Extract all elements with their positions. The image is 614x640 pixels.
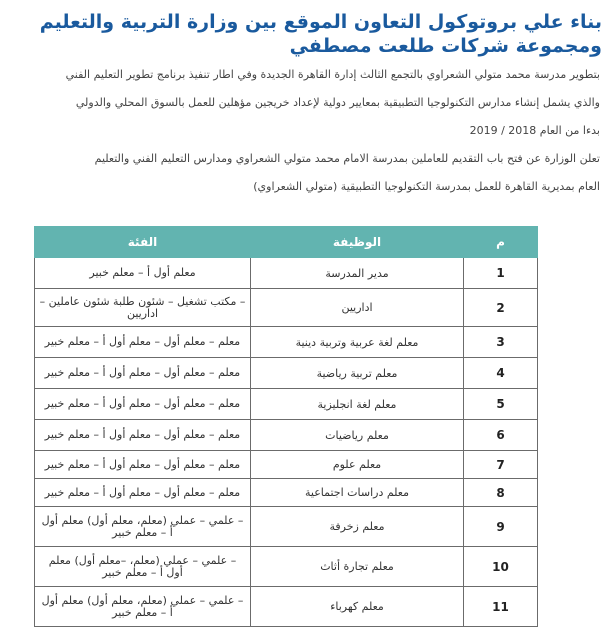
paragraph-line: بدءا من العام 2018 / 2019	[469, 124, 600, 137]
table-row	[35, 289, 538, 327]
row-num: 10	[464, 547, 538, 587]
row-num: 8	[464, 479, 538, 507]
row-num: 2	[464, 289, 538, 327]
title-line-1: بناء علي بروتوكول التعاون الموقع بين وزارة التربية والتعليم	[39, 11, 602, 33]
row-job: معلم تربية رياضية	[251, 358, 464, 389]
row-category: معلم – معلم أول – معلم أول أ – معلم خبير	[35, 389, 251, 420]
table-header-row	[35, 227, 538, 258]
row-num: 4	[464, 358, 538, 389]
row-job: معلم دراسات اجتماعية	[251, 479, 464, 507]
table-row	[35, 258, 538, 289]
row-num: 11	[464, 587, 538, 627]
row-job: معلم زخرفة	[251, 507, 464, 547]
page-title	[12, 10, 602, 58]
row-job: معلم كهرباء	[251, 587, 464, 627]
row-category: معلم – معلم أول – معلم أول أ – معلم خبير	[35, 358, 251, 389]
header-job: الوظيفة	[251, 227, 464, 258]
paragraph-line: تعلن الوزارة عن فتح باب التقديم للعاملين بمدرسة الامام محمد متولي الشعراوي ومدارس التعليم الفني والتعليم	[94, 152, 600, 165]
table-row	[35, 420, 538, 451]
jobs-table	[35, 226, 538, 627]
row-job: مدير المدرسة	[251, 258, 464, 289]
paragraph-line: والذي يشمل إنشاء مدارس التكنولوجيا التطبيقية بمعايير دولية لإعداد خريجين مؤهلين للعمل بالسوق المحلي والدولي	[75, 96, 600, 109]
row-num: 3	[464, 327, 538, 358]
row-job: معلم رياضيات	[251, 420, 464, 451]
row-job: معلم تجارة أثاث	[251, 547, 464, 587]
row-category: – علمي – عملي (معلم، –معلم أول) معلم أول أ – معلم خبير	[35, 547, 251, 587]
row-category: معلم أول أ – معلم خبير	[35, 258, 251, 289]
row-category: – علمي – عملي (معلم، معلم أول) معلم أول أ – معلم خبير	[35, 507, 251, 547]
table-row	[35, 507, 538, 547]
row-num: 1	[464, 258, 538, 289]
row-category: معلم – معلم أول – معلم أول أ – معلم خبير	[35, 451, 251, 479]
row-num: 6	[464, 420, 538, 451]
header-num: م	[464, 227, 538, 258]
table-row	[35, 389, 538, 420]
row-category: – علمي – عملي (معلم، معلم أول) معلم أول أ – معلم خبير	[35, 587, 251, 627]
paragraph-line: العام بمديرية القاهرة للعمل بمدرسة التكنولوجيا التطبيقية (متولي الشعراوي)	[253, 180, 600, 193]
table-row	[35, 451, 538, 479]
row-job: اداريين	[251, 289, 464, 327]
table-row	[35, 547, 538, 587]
paragraph-line: بتطوير مدرسة محمد متولي الشعراوي بالتجمع الثالث إدارة القاهرة الجديدة وفي اطار تنفيذ برنامج تطوير التعليم الفني	[65, 68, 600, 81]
row-num: 9	[464, 507, 538, 547]
row-category: معلم – معلم أول – معلم أول أ – معلم خبير	[35, 479, 251, 507]
row-job: معلم لغة انجليزية	[251, 389, 464, 420]
row-job: معلم لغة عربية وتربية دينية	[251, 327, 464, 358]
table-row	[35, 587, 538, 627]
table-row	[35, 358, 538, 389]
row-job: معلم علوم	[251, 451, 464, 479]
row-category: معلم – معلم أول – معلم أول أ – معلم خبير	[35, 327, 251, 358]
row-category: – مكتب تشغيل – شئون طلبة شئون عاملين – اداريين	[35, 289, 251, 327]
header-category: الفئة	[35, 227, 251, 258]
row-num: 5	[464, 389, 538, 420]
title-line-2: ومجموعة شركات طلعت مصطفي	[289, 35, 602, 57]
row-category: معلم – معلم أول – معلم أول أ – معلم خبير	[35, 420, 251, 451]
row-num: 7	[464, 451, 538, 479]
table-row	[35, 479, 538, 507]
table-row	[35, 327, 538, 358]
